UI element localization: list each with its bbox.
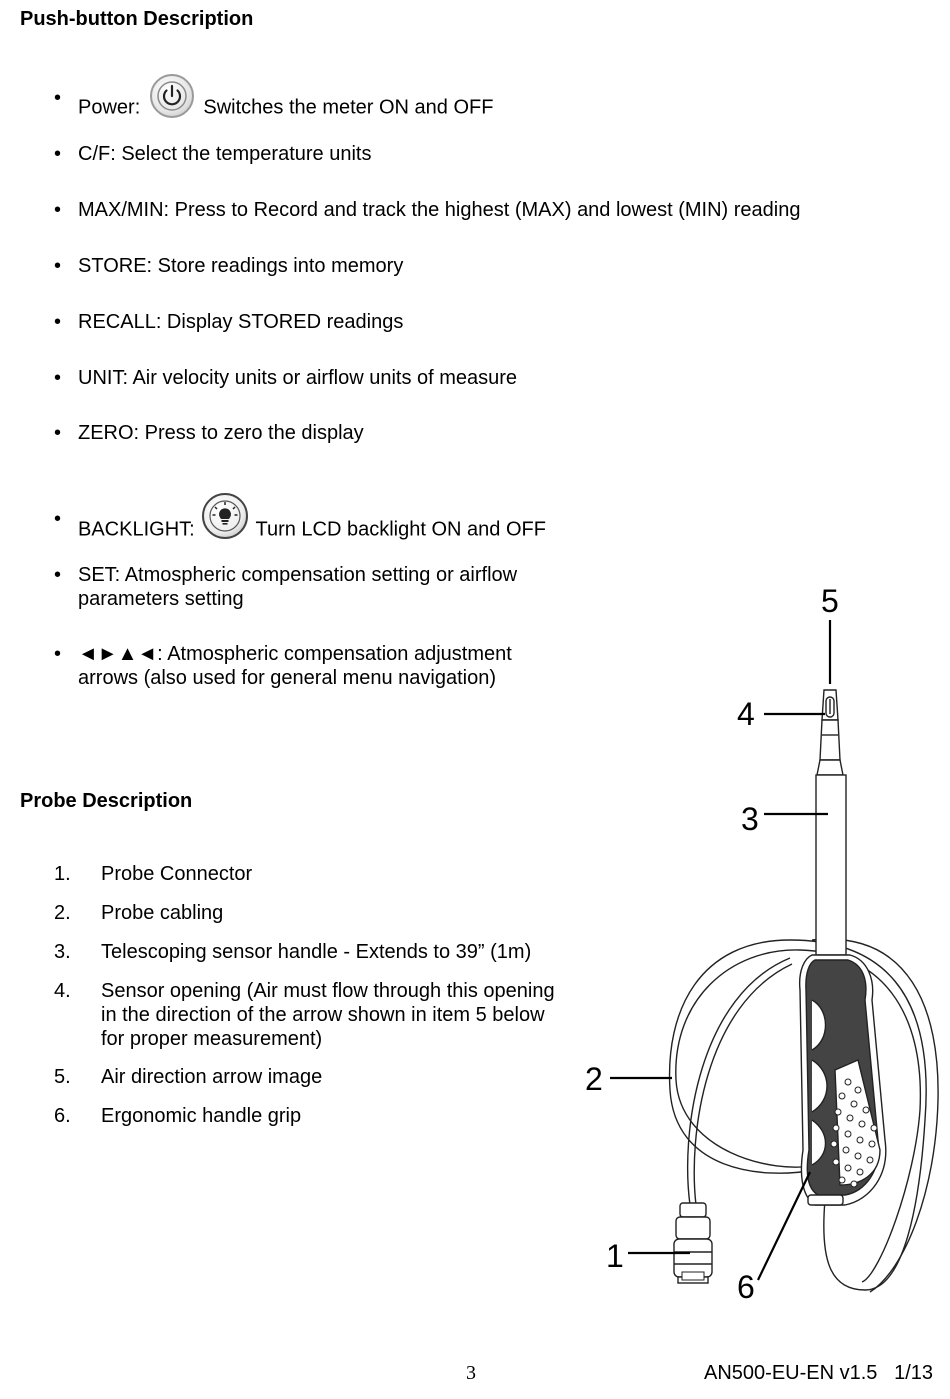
bullet-dot: • — [54, 255, 62, 277]
bullet-dot: • — [54, 643, 62, 665]
item-number: 3. — [54, 941, 71, 963]
bullet-dot: • — [54, 564, 62, 586]
maxmin-description: MAX/MIN: Press to Record and track the highest (MAX) and lowest (MIN) reading — [78, 199, 801, 221]
item-text: Air direction arrow image — [101, 1066, 323, 1088]
probe-connector — [674, 1203, 712, 1283]
lightbulb-icon — [202, 493, 248, 539]
item-text: Ergonomic handle grip — [101, 1105, 302, 1127]
probe-cable — [676, 950, 921, 1282]
zero-description: ZERO: Press to zero the display — [78, 422, 364, 444]
cf-description: C/F: Select the temperature units — [78, 143, 372, 165]
item-text: Telescoping sensor handle - Extends to 39” (1m) — [101, 941, 532, 963]
handle-grip — [800, 955, 886, 1205]
section-heading-push-buttons: Push-button Description — [20, 8, 254, 30]
bullet-dot: • — [54, 508, 62, 530]
bullet-dot: • — [54, 199, 62, 221]
bullet-dot: • — [54, 143, 62, 165]
section-heading-probe: Probe Description — [20, 790, 193, 812]
backlight-description: Turn LCD backlight ON and OFF — [255, 518, 546, 541]
leader-line-6 — [758, 1172, 810, 1280]
recall-description: RECALL: Display STORED readings — [78, 311, 404, 333]
bullet-dot: • — [54, 87, 62, 109]
telescoping-handle — [816, 690, 846, 955]
bullet-dot: • — [54, 367, 62, 389]
unit-description: UNIT: Air velocity units or airflow units of measure — [78, 367, 518, 389]
probe-diagram — [560, 580, 950, 1340]
item-text: Probe cabling — [101, 902, 224, 924]
item-number: 4. — [54, 980, 71, 1002]
document-id: AN500-EU-EN v1.5 1/13 — [704, 1362, 933, 1384]
set-description: SET: Atmospheric compensation setting or airflow parameters setting — [78, 564, 518, 610]
item-number: 2. — [54, 902, 71, 924]
power-label: Power: — [78, 96, 141, 119]
backlight-label: BACKLIGHT: — [78, 518, 195, 541]
page-number: 3 — [466, 1362, 476, 1384]
callout-1: 1 — [606, 1238, 624, 1274]
item-number: 6. — [54, 1105, 71, 1127]
callout-4: 4 — [737, 696, 755, 732]
store-description: STORE: Store readings into memory — [78, 255, 404, 277]
item-text: Sensor opening (Air must flow through this opening in the direction of the arrow shown in item 5 below for proper measurement) — [101, 980, 555, 1050]
callout-6: 6 — [737, 1269, 755, 1305]
item-text: Probe Connector — [101, 863, 253, 885]
arrows-description: ◄►▲◄: Atmospheric compensation adjustment arrows (also used for general menu navigation) — [78, 643, 512, 689]
power-description: Switches the meter ON and OFF — [203, 96, 494, 119]
callout-2: 2 — [585, 1061, 603, 1097]
bullet-dot: • — [54, 311, 62, 333]
item-number: 5. — [54, 1066, 71, 1088]
power-icon — [150, 74, 194, 118]
callout-5: 5 — [821, 583, 839, 619]
item-number: 1. — [54, 863, 71, 885]
bullet-dot: • — [54, 422, 62, 444]
callout-3: 3 — [741, 801, 759, 837]
